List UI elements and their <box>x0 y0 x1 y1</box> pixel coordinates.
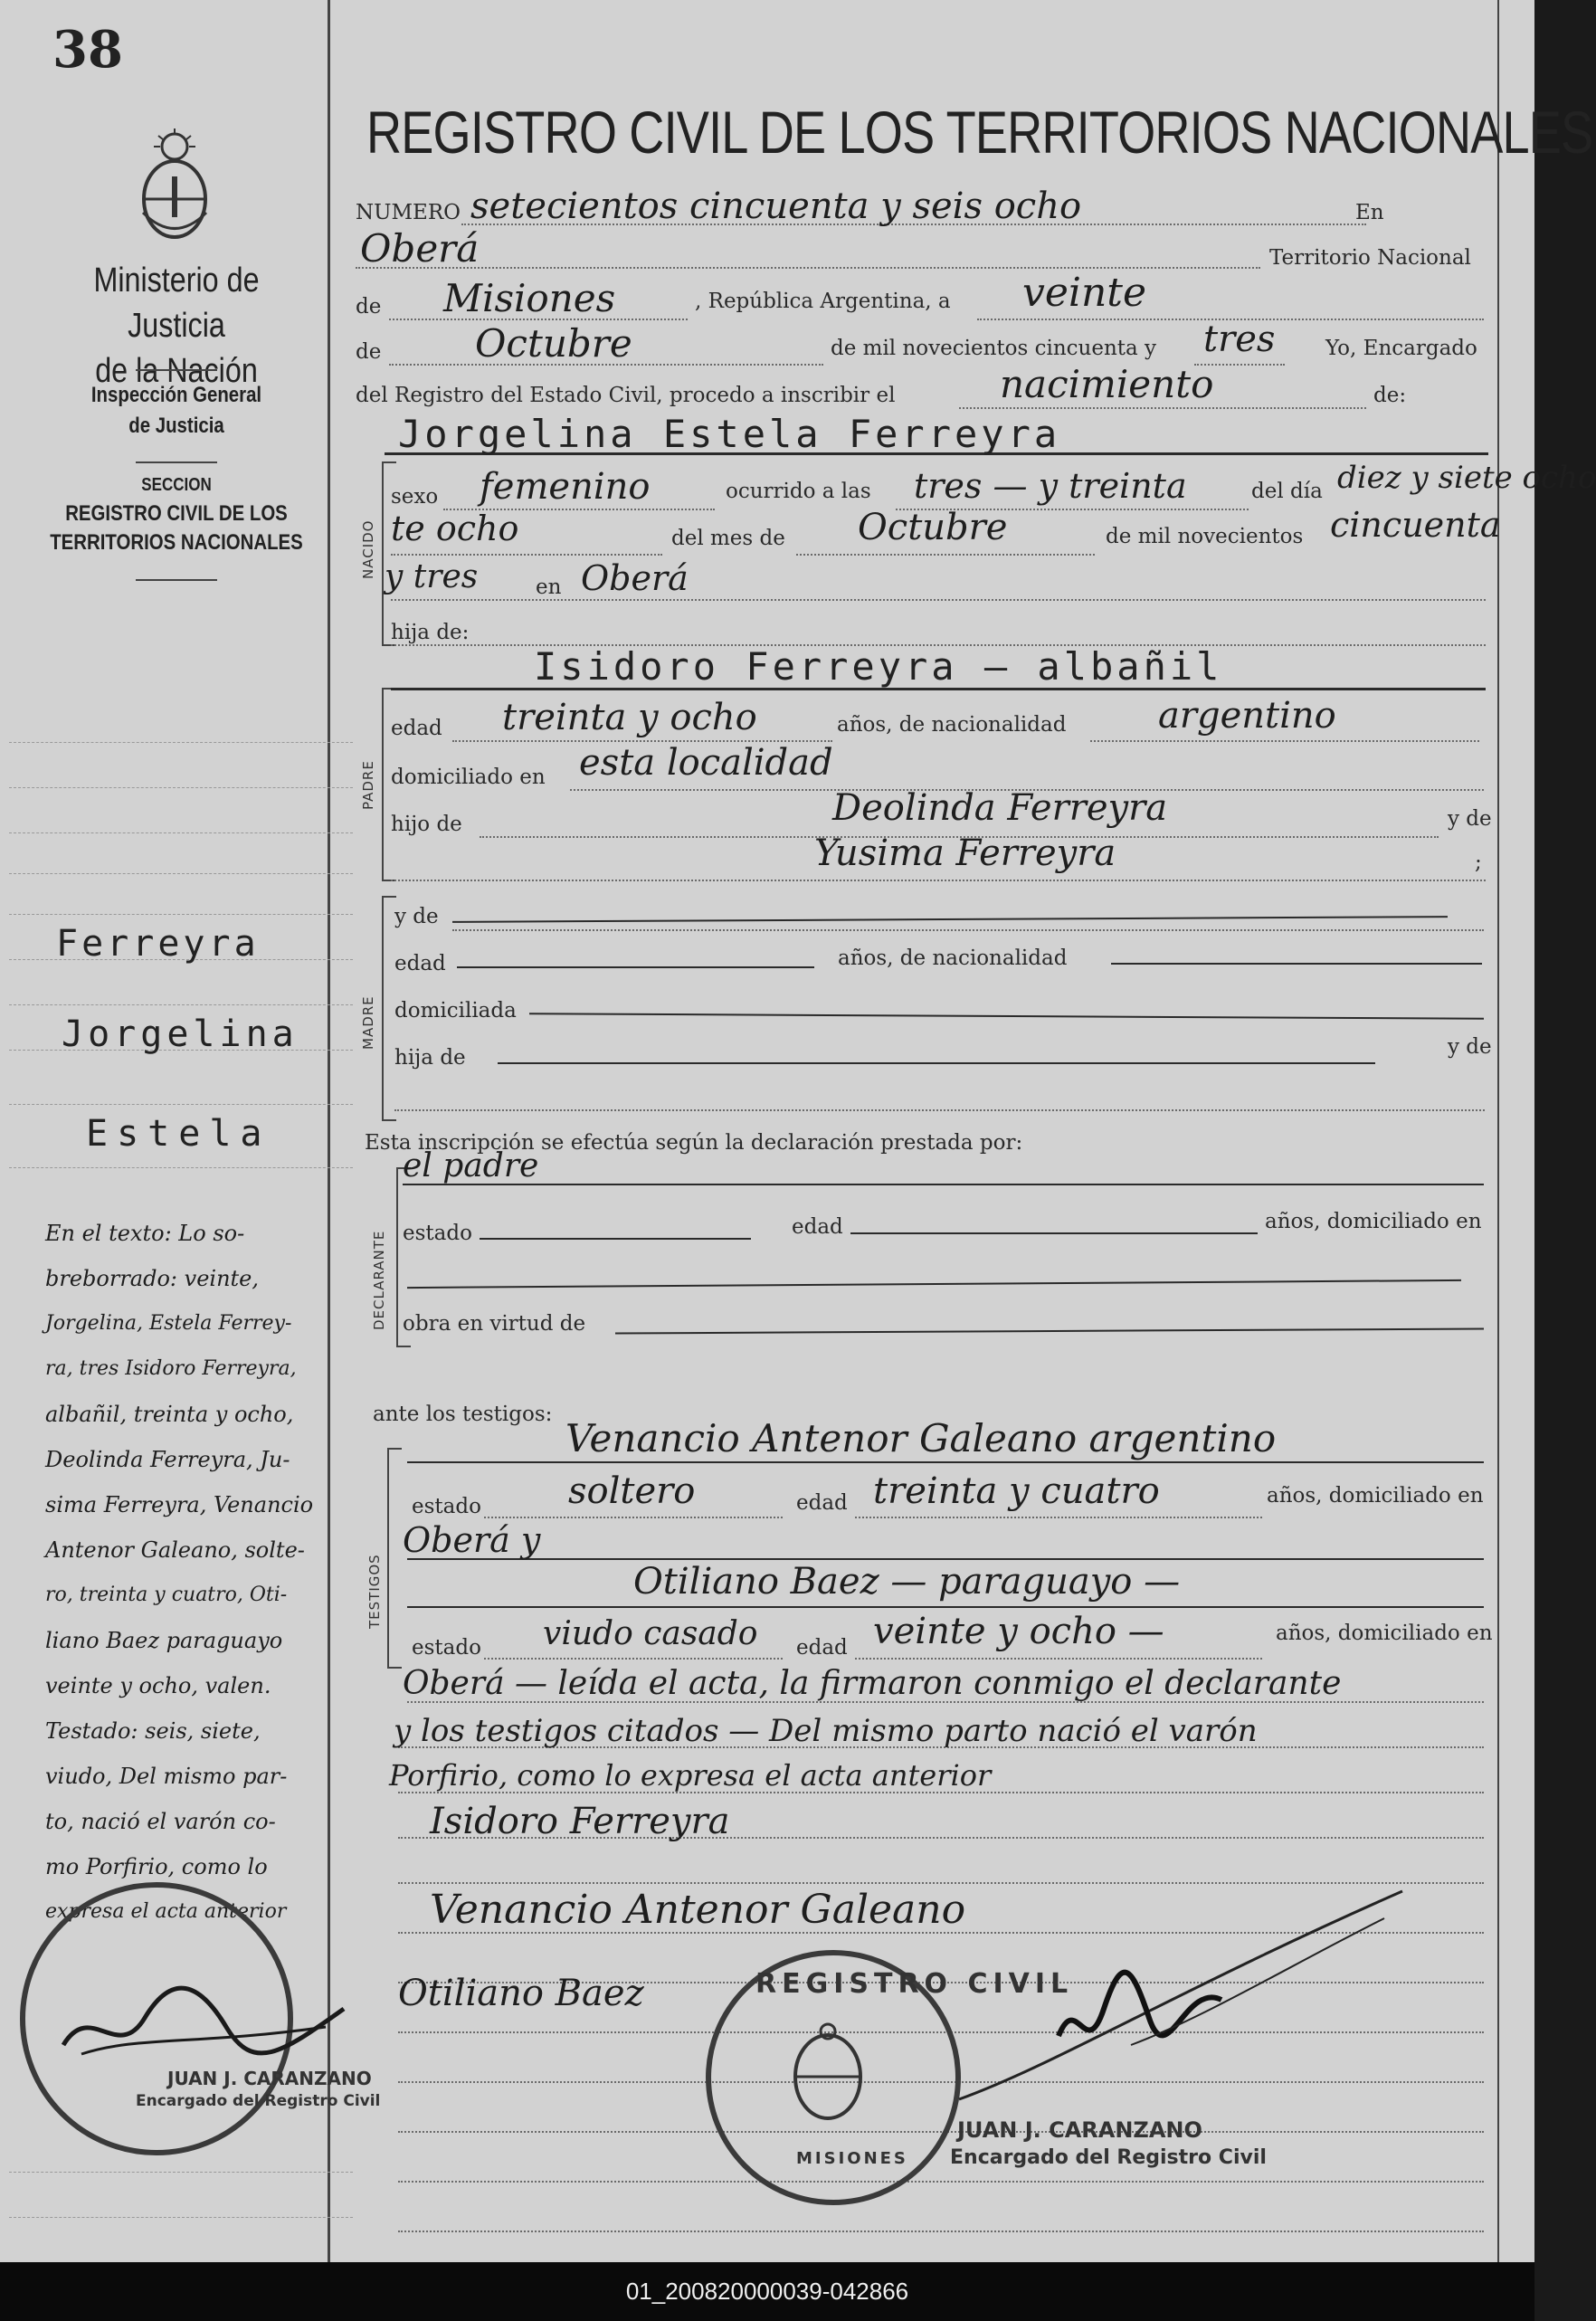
field-birth-year-cont: y tres <box>385 558 479 595</box>
margin-surname: Ferreyra <box>56 923 260 965</box>
right-edge-line <box>1497 0 1499 2262</box>
field-witness1-status: soltero <box>568 1470 696 1512</box>
margin-note-line: liano Baez paraguayo <box>45 1628 283 1653</box>
margin-note-line: ra, tres Isidoro Ferreyra, <box>45 1357 297 1380</box>
margin-note-line: viudo, Del mismo par- <box>45 1764 288 1789</box>
field-territory: Misiones <box>443 276 616 320</box>
section-declarante-label: DECLARANTE <box>371 1230 387 1330</box>
signature-witness2: Otiliano Baez <box>398 1973 644 2014</box>
section-padre-label: PADRE <box>360 760 376 810</box>
margin-note-line: sima Ferreyra, Venancio <box>45 1492 314 1517</box>
child-name: Jorgelina Estela Ferreyra <box>398 412 1061 456</box>
section-testigos-label: TESTIGOS <box>366 1554 383 1629</box>
ministry-name: Ministerio de Justicia de la Nación <box>93 262 260 390</box>
field-father-age: treinta y ocho <box>502 697 757 738</box>
field-month: Octubre <box>475 321 632 366</box>
margin-officer-title: Encargado del Registro Civil <box>136 2092 381 2110</box>
field-birth-year: cincuenta <box>1330 505 1501 545</box>
field-father-nationality: argentino <box>1158 695 1336 737</box>
closing-line-1: Oberá — leída el acta, la firmaron conmigo el declarante <box>403 1665 1342 1702</box>
closing-line-3: Porfirio, como lo expresa el acta anterior <box>389 1758 992 1793</box>
field-birth-day: diez y siete ocho <box>1337 460 1596 496</box>
coat-of-arms-icon <box>134 127 215 244</box>
margin-given-name-2: Estela <box>86 1113 271 1155</box>
field-witness1-domicile: Oberá y <box>403 1520 541 1560</box>
margin-note-line: mo Porfirio, como lo <box>45 1854 268 1879</box>
field-father-domicile: esta localidad <box>579 742 833 784</box>
margin-note-line: Antenor Galeano, solte- <box>45 1537 305 1563</box>
signature-mark-left <box>54 1964 353 2072</box>
declaration-label: Esta inscripción se efectúa según la declaración prestada por: <box>365 1131 1023 1155</box>
field-father-father: Yusima Ferreyra <box>814 832 1116 874</box>
signature-father: Isidoro Ferreyra <box>430 1801 730 1842</box>
field-year: tres <box>1203 319 1276 360</box>
officer-title: Encargado del Registro Civil <box>950 2146 1267 2169</box>
margin-given-name-1: Jorgelina <box>62 1013 299 1055</box>
margin-note-line: Testado: seis, siete, <box>45 1718 261 1744</box>
margin-note-line: veinte y ocho, valen. <box>45 1673 271 1698</box>
margin-note <box>45 1211 357 1935</box>
stamp-region: MISIONES <box>796 2149 908 2168</box>
section-name: SECCION REGISTRO CIVIL DE LOS TERRITORIOS NACIONALES <box>50 475 303 555</box>
margin-note-line: Deolinda Ferreyra, Ju- <box>45 1447 290 1472</box>
inspection-name: Inspección General de Justicia <box>90 383 262 438</box>
margin-note-line: expresa el acta anterior <box>45 1900 287 1923</box>
field-father-mother: Deolinda Ferreyra <box>832 787 1168 829</box>
field-numero: setecientos cincuenta y seis ocho <box>470 185 1082 227</box>
margin-note-line: to, nació el varón co- <box>45 1809 276 1834</box>
document-id-footer: 01_200820000039-042866 <box>0 2262 1534 2321</box>
closing-line-2: y los testigos citados — Del mismo parto nació el varón <box>394 1713 1258 1749</box>
register-page: 38 Ministerio de Justicia de la Nación Inspección General de Justicia SECCION REGISTRO CIVIL DE LOS TERRITORIOS NACIONALES Ferreyra Jorgelina Estela En el texto: Lo so- breborrado: veinte, Jorgelina, Estela Ferrey- ra, tres Isidoro Ferreyra, albañil, treinta y ocho, Deolinda Ferreyra, Ju- sima Ferreyra, Venancio Antenor Galeano, solte- ro, treinta y cuatro, Oti- liano Baez paraguayo veinte y ocho, valen. Testado: seis, siete, viudo, Del mismo par- to, nació el varón co- mo Porfirio, como lo expresa el acta anterior JUAN J. CARANZANO Encargado del Registro Civil REGISTRO CIVIL DE LOS TERRITORIOS NACIONALES NUMERO setecientos cincuenta y seis ocho En Oberá Territorio Nacional de Misiones , República Argentina, a veinte de Octubre de mil novecientos cincuenta y tres Yo, Encargado del Registro del Estado Civil, procedo a inscribir el nacimiento de: Jorgelina Estela Ferreyra NACIDO sexo femenino ocurrido a las tres — y treinta del día diez y siete ocho te ocho del mes de Octubre de mil novecientos cincuenta y tres en Oberá hija de: PADRE Isidoro Ferreyra — albañil edad treinta y ocho años, de nacionalidad argentino domiciliado en esta localidad hijo de Deolinda Ferreyra y de Yusima Ferreyra ; MADRE y de edad años, de nacionalidad domiciliada hija de y de Esta inscripción se efectúa según la declaración prestada por: DECLARANTE el padre estado edad años, domiciliado en obra en virtud de ante los testigos: TESTIGOS Venancio Antenor Galeano argentino estado soltero edad treinta y cuatro años, domiciliado en Oberá y Otiliano Baez — paraguayo — estado viudo casado edad veinte y ocho — años, domiciliado en Oberá — leída el acta, la firmaron conmigo el declarante y los testigos citados — Del mismo parto nació el varón Porfirio, como lo expresa el acta anterior Isidoro Ferreyra Venancio Antenor Galeano Otiliano Baez REGISTRO CIVIL MISIONES JUAN J. CARANZANO Encargado del Registro Civil <box>0 0 1534 2262</box>
margin-note-line: Jorgelina, Estela Ferrey- <box>45 1312 292 1335</box>
field-witness2-status: viudo casado <box>543 1615 758 1652</box>
field-act-type: nacimiento <box>1000 362 1214 406</box>
margin-note-line: breborrado: veinte, <box>45 1266 260 1291</box>
margin-note-line: ro, treinta y cuatro, Oti- <box>45 1584 288 1606</box>
register-title: REGISTRO CIVIL DE LOS TERRITORIOS NACIONALES <box>366 99 1593 166</box>
page-number: 38 <box>52 20 123 80</box>
field-declarant: el padre <box>403 1147 539 1184</box>
father-name: Isidoro Ferreyra — albañil <box>534 644 1223 689</box>
field-sex: femenino <box>480 466 651 508</box>
section-nacido-label: NACIDO <box>360 519 376 579</box>
field-witness2-name: Otiliano Baez — paraguayo — <box>633 1561 1181 1603</box>
margin-officer-name: JUAN J. CARANZANO <box>167 2068 372 2089</box>
signature-witness1: Venancio Antenor Galeano <box>430 1887 966 1933</box>
field-birth-place: Oberá <box>581 558 689 598</box>
field-day: veinte <box>1022 270 1147 316</box>
stamp-shield-icon <box>787 2022 869 2131</box>
section-madre-label: MADRE <box>360 995 376 1050</box>
field-hour: tres — y treinta <box>914 466 1187 506</box>
field-witness1-name: Venancio Antenor Galeano argentino <box>565 1416 1277 1460</box>
officer-signature <box>950 1882 1420 2117</box>
officer-name: JUAN J. CARANZANO <box>957 2117 1202 2143</box>
field-place: Oberá <box>360 226 480 271</box>
field-witness1-age: treinta y cuatro <box>873 1470 1160 1512</box>
stamp-text: REGISTRO CIVIL <box>755 1968 1074 2000</box>
witnesses-label: ante los testigos: <box>373 1403 553 1426</box>
field-birth-day-cont: te ocho <box>391 509 519 548</box>
field-birth-month: Octubre <box>858 507 1008 548</box>
field-witness2-age: veinte y ocho — <box>873 1611 1164 1652</box>
margin-note-line: En el texto: Lo so- <box>45 1221 245 1246</box>
margin-note-line: albañil, treinta y ocho, <box>45 1402 294 1427</box>
